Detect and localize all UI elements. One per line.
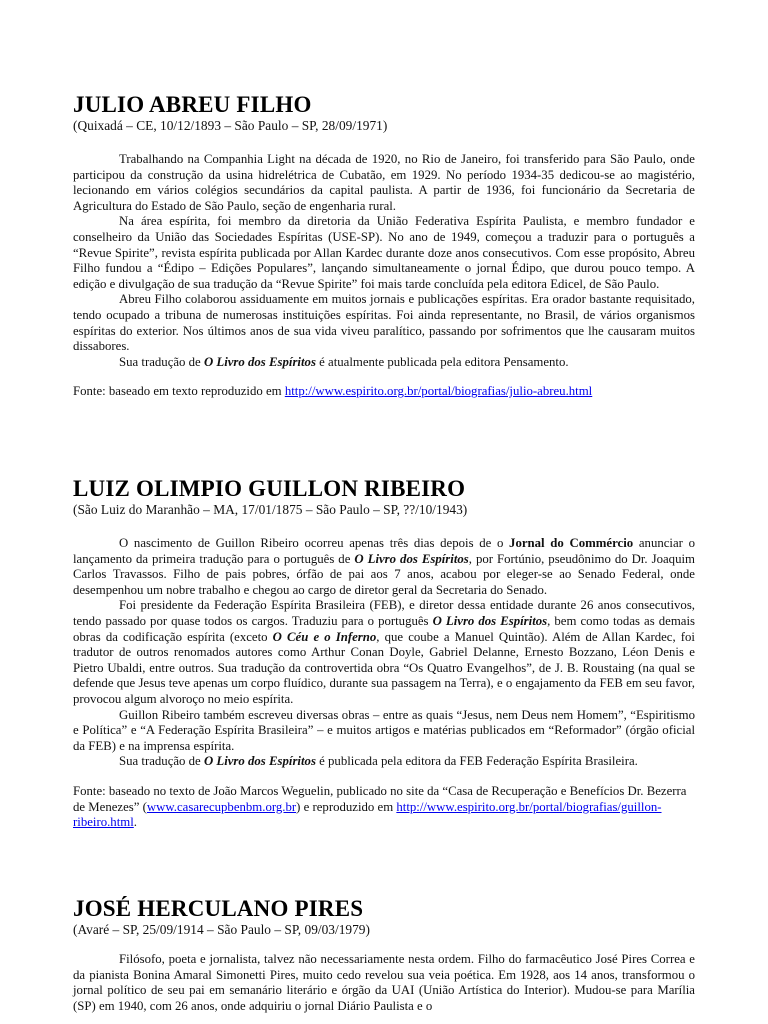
bio-body [73,152,695,370]
source-text: . [133,815,137,830]
paragraph: Filósofo, poeta e jornalista, talvez não necessariamente nesta ordem. Filho do farmacêutico José Pires Correa e da pianista Bonina Amaral Simonetti Pires, muito cedo revelou sua veia poética. Em 1928, aos 14 anos, transformou o jornal político de seu pai em semanário literário e órgão da UAI (União Artística do Interior). Mudou-se para Marília (SP) em 1940, com 26 anos, onde adquiriu o jornal Diário Paulista e o [73,952,695,1013]
source-link[interactable]: http://www.espirito.org.br/portal/biografias/julio-abreu.html [284,384,593,399]
source-link-espirito[interactable]: http://www.espirito.org.br/portal/biografias/guillon-ribeiro.html [73,799,662,830]
source-text: ) e reproduzido em [296,799,397,814]
bio-julio-abreu-filho [73,92,695,400]
book-title: O Céu e o Inferno [272,629,377,644]
bio-dates: (São Luiz do Maranhão – MA, 17/01/1875 – São Paulo – SP, ??/10/1943) [73,502,468,517]
bio-dates: (Avaré – SP, 25/09/1914 – São Paulo – SP, 09/03/1979) [73,922,370,937]
book-title: O Livro dos Espíritos [203,354,316,369]
text-span: é atualmente publicada pela editora Pensamento. [315,354,569,369]
paragraph: Abreu Filho colaborou assiduamente em muitos jornais e publicações espíritas. Era orador bastante requisitado, tendo ocupado a tribuna de numerosas instituições espíritas. Foi ainda representante, no Brasil, de vários organismos espíritas do exterior. Nos últimos anos de sua vida viveu paralítico, passando por sofrimentos que lhe causaram muitos dissabores. [73,292,695,354]
book-title: O Livro dos Espíritos [203,754,316,769]
text-span: , bem como todas as demais obras da codificação espírita (exceto [73,613,695,644]
newspaper-title: Jornal do Commércio [509,536,634,550]
book-title: O Livro dos Espíritos [354,551,469,566]
bio-guillon-ribeiro [73,476,695,831]
paragraph [73,536,695,598]
bio-body [73,536,695,770]
bio-herculano-pires [73,896,695,1014]
text-span: , por Fortúnio, pseudônimo do Dr. Joaquim Carlos Travassos. Filho de pais pobres, órfão de pai aos 7 anos, acabou por eleger-se ao Senado Federal, onde desempenhou um nobre trabalho e chegou ao cargo de diretor geral da Secretaria do Senado. [73,551,695,597]
bio-name: JULIO ABREU FILHO [73,92,312,117]
paragraph: Na área espírita, foi membro da diretoria da União Federativa Espírita Paulista, e membro fundador e conselheiro da União das Sociedades Espíritas (USE-SP). No ano de 1949, começou a traduzir para o português a “Revue Spirite”, revista espírita publicada por Allan Kardec durante doze anos consecutivos. Com esse propósito, Abreu Filho fundou a “Édipo – Edições Populares”, lançando simultaneamente o jornal Édipo, que durou pouco tempo. A edição e divulgação de sua tradução da “Revue Spirite” foi mais tarde concluída pela editora Edicel, de São Paulo. [73,214,695,291]
source-text: Fonte: baseado no texto de João Marcos Weguelin, publicado no site da “Casa de Recuperação e Benefícios Dr. Bezerra de Menezes” ( [73,783,687,814]
text-span: anunciar o lançamento da primeira tradução para o português de [73,536,695,566]
source-note [73,784,695,831]
bio-name: LUIZ OLIMPIO GUILLON RIBEIRO [73,476,466,501]
paragraph [73,355,695,371]
paragraph: Guillon Ribeiro também escreveu diversas obras – entre as quais “Jesus, nem Deus nem Homem”, “Espiritismo e Política” e “A Federação Espírita Brasileira” – e muitos artigos e matérias publicados em “Reformador” (órgão oficial da FEB) e na imprensa espírita. [73,707,695,753]
paragraph [73,598,695,707]
paragraph: Trabalhando na Companhia Light na década de 1920, no Rio de Janeiro, foi transferido para São Paulo, onde participou da construção da usina hidrelétrica de Cubatão, em 1929. No período 1934-35 dedicou-se ao magistério, lecionando em vários colégios secundários da capital paulista. A partir de 1936, foi funcionário da Secretaria de Agricultura do Estado de São Paulo, seção de engenharia rural. [73,152,695,213]
bio-name: JOSÉ HERCULANO PIRES [73,896,364,921]
text-span: Foi presidente da Federação Espírita Brasileira (FEB), e diretor dessa entidade durante 26 anos consecutivos, tendo passado por quase todos os cargos. Traduziu para o português [73,598,695,628]
text-span: Sua tradução de [119,754,204,769]
paragraph [73,754,695,770]
text-span: é publicada pela editora da FEB Federação Espírita Brasileira. [315,754,638,769]
text-span: Sua tradução de [119,354,204,369]
source-text: Fonte: baseado em texto reproduzido em [73,384,285,399]
bio-dates: (Quixadá – CE, 10/12/1893 – São Paulo – SP, 28/09/1971) [73,118,388,133]
bio-body [73,952,695,1014]
text-span: , que coube a Manuel Quintão). Além de Allan Kardec, foi tradutor de outros renomados autores como Arthur Conan Doyle, Gabriel Delanne, Ernesto Bozzano, Léon Denis e Pietro Ubaldi, entre outros. Sua tradução da controvertida obra “Os Quatro Evangelhos”, de J. B. Roustaing (na qual se defende que Jesus teve apenas um corpo fluídico, durante sua passagem na Terra), e o engajamento da FEB em seu favor, provocou algum alvoroço no meio espírita. [73,629,695,706]
source-link-casa[interactable]: www.casarecupbenbm.org.br [146,799,297,814]
text-span: O nascimento de Guillon Ribeiro ocorreu apenas três dias depois de o [119,536,510,550]
book-title: O Livro dos Espíritos [432,613,548,628]
source-note [73,384,695,400]
